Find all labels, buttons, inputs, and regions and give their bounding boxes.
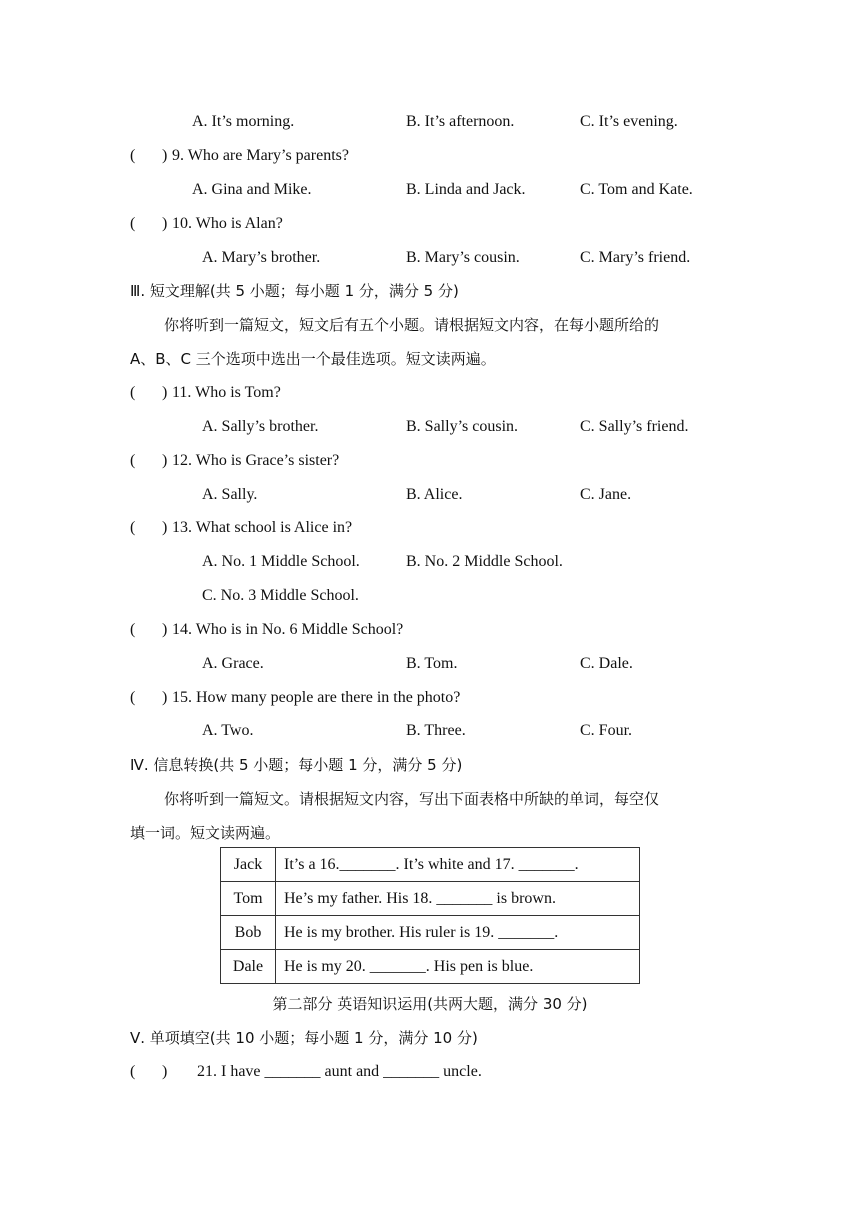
table-cell-name: Tom (221, 882, 276, 916)
option-b: B. It’s afternoon. (406, 113, 515, 130)
table-cell-name: Bob (221, 916, 276, 950)
answer-paren-close: ) (162, 519, 168, 536)
answer-paren-close: ) (162, 689, 168, 706)
answer-paren: ( (130, 215, 136, 232)
table-row (221, 882, 640, 916)
option-b: B. No. 2 Middle School. (406, 553, 563, 570)
option-a: A. Sally. (202, 486, 258, 503)
option-c: C. No. 3 Middle School. (202, 587, 359, 604)
option-c: C. Mary’s friend. (580, 249, 691, 266)
question-text: 13. What school is Alice in? (172, 519, 353, 536)
option-c: C. Dale. (580, 655, 633, 672)
question-text: 9. Who are Mary’s parents? (172, 147, 349, 164)
option-b: B. Linda and Jack. (406, 181, 526, 198)
answer-paren: ( (130, 689, 136, 706)
option-b: B. Mary’s cousin. (406, 249, 520, 266)
option-b: B. Sally’s cousin. (406, 418, 519, 435)
option-c: C. Four. (580, 722, 633, 739)
answer-paren: ( (130, 621, 136, 638)
answer-paren-close: ) (162, 384, 168, 401)
option-b: B. Tom. (406, 655, 458, 672)
option-c: C. Tom and Kate. (580, 181, 693, 198)
table-cell-text: He’s my father. His 18. _______ is brown. (276, 882, 640, 916)
option-a: A. Gina and Mike. (192, 181, 312, 198)
question-text: 10. Who is Alan? (172, 215, 283, 232)
section-4-heading: Ⅳ. 信息转换(共 5 小题；每小题 1 分，满分 5 分) (130, 756, 463, 774)
table-cell-text: He is my 20. _______. His pen is blue. (276, 950, 640, 984)
answer-paren-close: ) (162, 215, 168, 232)
answer-paren: ( (130, 384, 136, 401)
question-text: 14. Who is in No. 6 Middle School? (172, 621, 404, 638)
option-a: A. Grace. (202, 655, 264, 672)
section-4-instruction-line-2: 填一词。短文读两遍。 (130, 824, 281, 842)
table-row (221, 848, 640, 882)
option-a: A. No. 1 Middle School. (202, 553, 360, 570)
option-a: A. Two. (202, 722, 254, 739)
answer-paren-close: ) (162, 621, 168, 638)
table-row (221, 950, 640, 984)
info-table (220, 847, 640, 984)
question-text: 15. How many people are there in the photo? (172, 689, 461, 706)
answer-paren: ( (130, 519, 136, 536)
answer-paren: ( (130, 147, 136, 164)
option-c: C. Sally’s friend. (580, 418, 689, 435)
answer-paren-close: ) (162, 147, 168, 164)
section-3-instruction-line-1: 你将听到一篇短文，短文后有五个小题。请根据短文内容，在每小题所给的 (164, 316, 660, 334)
option-c: C. Jane. (580, 486, 632, 503)
section-5-heading: Ⅴ. 单项填空(共 10 小题；每小题 1 分，满分 10 分) (130, 1029, 478, 1047)
answer-paren: ( (130, 452, 136, 469)
question-text: 11. Who is Tom? (172, 384, 281, 401)
answer-paren: ( (130, 1063, 136, 1080)
option-a: A. Sally’s brother. (202, 418, 319, 435)
option-b: B. Three. (406, 722, 466, 739)
table-cell-text: He is my brother. His ruler is 19. _______. (276, 916, 640, 950)
table-cell-text: It’s a 16._______. It’s white and 17. _______. (276, 848, 640, 882)
table-cell-name: Jack (221, 848, 276, 882)
answer-paren-close: ) (162, 1063, 168, 1080)
question-text: 12. Who is Grace’s sister? (172, 452, 340, 469)
section-3-heading: Ⅲ. 短文理解(共 5 小题；每小题 1 分，满分 5 分) (130, 282, 459, 300)
part-2-heading: 第二部分 英语知识运用(共两大题，满分 30 分) (272, 995, 588, 1013)
table-row (221, 916, 640, 950)
option-b: B. Alice. (406, 486, 463, 503)
option-a: A. It’s morning. (192, 113, 295, 130)
option-c: C. It’s evening. (580, 113, 678, 130)
section-4-instruction-line-1: 你将听到一篇短文。请根据短文内容，写出下面表格中所缺的单词，每空仅 (164, 790, 660, 808)
section-3-instruction-line-2: A、B、C 三个选项中选出一个最佳选项。短文读两遍。 (130, 350, 496, 368)
answer-paren-close: ) (162, 452, 168, 469)
question-text: 21. I have _______ aunt and _______ uncle. (197, 1063, 482, 1080)
option-a: A. Mary’s brother. (202, 249, 321, 266)
table-cell-name: Dale (221, 950, 276, 984)
